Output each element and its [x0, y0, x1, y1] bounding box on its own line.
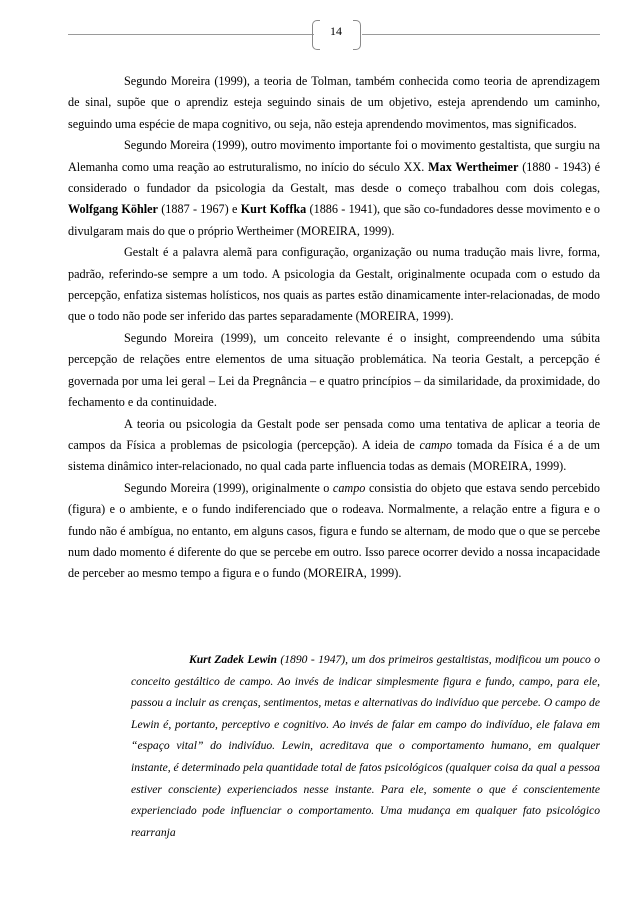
- paragraph-figure-ground: [68, 478, 600, 585]
- right-bracket-ornament: [353, 20, 361, 50]
- text-span: (1887 - 1967) e: [157, 202, 241, 217]
- page-header: [0, 16, 638, 50]
- paragraph-insight: Segundo Moreira (1999), um conceito relevante é o insight, compreendendo uma súbita percepção de relações entre elementos de uma situação problemática. Na teoria Gestalt, a percepção é governada por uma lei geral – Lei da Pregnância – e quatro princípios – da similaridade, da proximidade, do fechamento e da continuidade.: [68, 330, 600, 410]
- name-koffka: Kurt Koffka: [240, 202, 307, 217]
- text-span: A teoria ou psicologia da Gestalt pode ser pensada como uma tentativa de aplicar a teoria de campos da Física a problemas de psicologia (percepção). A ideia de: [68, 416, 600, 452]
- text-span: tomada da Física é a de um sistema dinâmico inter-relacionado, no qual cada parte influencia todas as demais (MOREIRA, 1999).: [68, 437, 600, 474]
- paragraph-field-theory: [68, 414, 600, 478]
- header-rule-left: [68, 34, 314, 35]
- text-span: (1890 - 1947), um dos primeiros gestaltistas, modificou um pouco o conceito gestáltico de campo. Ao invés de indicar simplesmente figura e fundo, campo, para ele, passou a incluir as crenças, sentimentos, metas e alternativas do indivíduo que percebe. O campo de Lewin é, portanto, perceptivo e cognitivo. Ao invés de falar em campo do indivíduo, ele falava em “espaço vital” do indivíduo. Lewin, acreditava que o comportamento humano, em qualquer instante, é determinado pela quantidade total de fatos psicológicos (qualquer coisa da qual a pessoa estiver consciente) experienciados nesse instante. Para ele, somente o que é conscientemente experienciado pode influenciar o comportamento. Uma mudança em qualquer fato psicológico rearranja: [131, 653, 600, 839]
- page-number: 14: [330, 24, 342, 38]
- paragraph-gestalt-definition: Gestalt é a palavra alemã para configuração, organização ou numa tradução mais livre, forma, padrão, referindo-se sempre a um todo. A psicologia da Gestalt, originalmente ocupada com o estudo da percepção, enfatiza sistemas holísticos, nos quais as partes estão dinamicamente inter-relacionadas, de modo que o todo não pode ser inferido das partes separadamente (MOREIRA, 1999).: [68, 245, 600, 324]
- text-span: consistia do objeto que estava sendo percebido (figura) e o ambiente, e o fundo indiferenciado que o rodeava. Normalmente, a relação entre a figura e o fundo não é ambígua, no entanto, em alguns casos, figura e fundo se alternam, de modo que o que se percebe num dado momento é diferente do que se percebe em outro. Isso parece ocorrer devido a nossa incapacidade de perceber ao mesmo tempo a figura e o fundo (MOREIRA, 1999).: [68, 480, 601, 581]
- header-rule-right: [362, 34, 600, 35]
- italic-term-campo: campo: [419, 437, 453, 452]
- body-text: [68, 71, 600, 585]
- text-span: (1886 - 1941), que são co-fundadores desse movimento e o divulgaram mais do que o próprio Wertheimer (MOREIRA, 1999).: [68, 202, 600, 238]
- name-lewin: Kurt Zadek Lewin: [189, 653, 277, 666]
- italic-term-campo: campo: [332, 480, 366, 495]
- block-quote-lewin: [131, 649, 600, 843]
- name-wertheimer: Max Wertheimer: [428, 159, 519, 174]
- text-span: Segundo Moreira (1999), outro movimento importante foi o movimento gestaltista, que surgiu na Alemanha como uma reação ao estruturalismo, no início do século XX.: [68, 138, 600, 174]
- paragraph-gestalt-movement: [68, 135, 600, 242]
- text-span: Segundo Moreira (1999), originalmente o: [124, 480, 333, 495]
- left-bracket-ornament: [312, 20, 320, 50]
- text-span: (1880 - 1943) é considerado o fundador da psicologia da Gestalt, mas desde o começo trabalhou com dois colegas,: [68, 159, 600, 196]
- name-kohler: Wolfgang Köhler: [68, 202, 158, 217]
- paragraph-tolman: Segundo Moreira (1999), a teoria de Tolman, também conhecida como teoria de aprendizagem de sinal, supõe que o aprendiz esteja seguindo sinais de um objetivo, esteja aprendendo um caminho, seguindo uma espécie de mapa cognitivo, ou seja, não esteja aprendendo movimentos, mas significados.: [68, 74, 600, 131]
